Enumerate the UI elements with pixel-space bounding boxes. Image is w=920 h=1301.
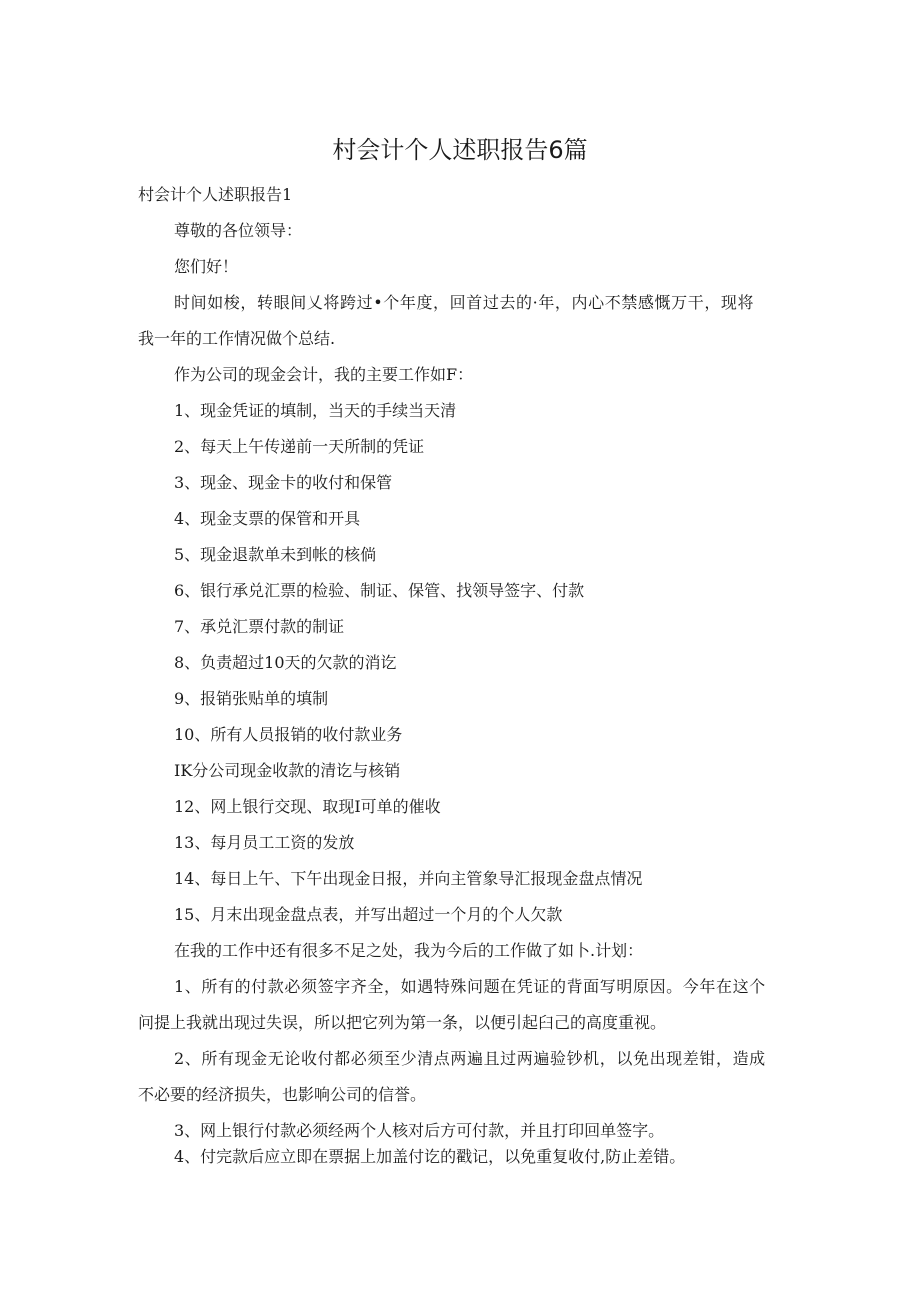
intro-line-1: 时间如梭，转眼间乂将跨过•个年度，回首过去的·年，内心不禁感慨万干，现将: [174, 293, 755, 312]
section-title: 村会计个人述职报告1: [138, 185, 293, 204]
duty-item: 8、负责超过10天的欠款的消讫: [174, 653, 397, 672]
duty-item: 15、月末出现金盘点表，并写出超过一个月的个人欠款: [174, 905, 563, 924]
plan-item-line: 问提上我就出现过失误，所以把它列为第一条，以便引起臼己的高度重视。: [138, 1013, 667, 1032]
duty-item: 1、现金凭证的填制，当天的手续当天清: [174, 401, 457, 420]
plan-item-line: 4、付完款后应立即在票据上加盖付讫的戳记，以免重复收付,防止差错。: [174, 1147, 686, 1166]
plan-item-line: 不必要的经济损失，也影响公司的信誉。: [138, 1085, 427, 1104]
duty-item: 4、现金支票的保管和开具: [174, 509, 361, 528]
duty-item: 14、每日上午、下午出现金日报，并向主管象导汇报现金盘点情况: [174, 869, 643, 888]
duty-item: 12、网上银行交现、取现I可单的催收: [174, 797, 441, 816]
duty-item: 7、承兑汇票付款的制证: [174, 617, 345, 636]
hello-line: 您们好！: [174, 257, 239, 276]
duty-item: IK分公司现金收款的清讫与核销: [174, 761, 401, 780]
duty-item: 3、现金、现金卡的收付和保管: [174, 473, 393, 492]
plan-item-line: 3、网上银行付款必须经两个人核对后方可付款，并且打印回单签字。: [174, 1121, 665, 1140]
intro-line-2: 我一年的工作情况做个总结.: [138, 329, 336, 348]
plan-intro: 在我的工作中还有很多不足之处，我为今后的工作做了如卜.计划：: [174, 941, 644, 960]
duties-intro: 作为公司的现金会计，我的主要工作如F：: [174, 365, 474, 384]
duty-item: 9、报销张贴单的填制: [174, 689, 329, 708]
duty-item: 2、每天上午传递前一天所制的凭证: [174, 437, 425, 456]
duty-item: 5、现金退款单未到帐的核倘: [174, 545, 377, 564]
greeting: 尊敬的各位领导：: [174, 221, 303, 240]
plan-item-line: 2、所有现金无论收付都必须至少清点两遍且过两遍验钞机，以免出现差钳，造成: [174, 1049, 766, 1068]
duty-item: 6、银行承兑汇票的检验、制证、保管、找领导签字、付款: [174, 581, 585, 600]
plan-item-line: 1、所有的付款必须签字齐全，如遇特殊问题在凭证的背面写明原因。今年在这个: [174, 977, 766, 996]
duty-item: 13、每月员工工资的发放: [174, 833, 355, 852]
document-title: 村会计个人述职报告6篇: [332, 136, 588, 164]
duty-item: 10、所有人员报销的收付款业务: [174, 725, 403, 744]
